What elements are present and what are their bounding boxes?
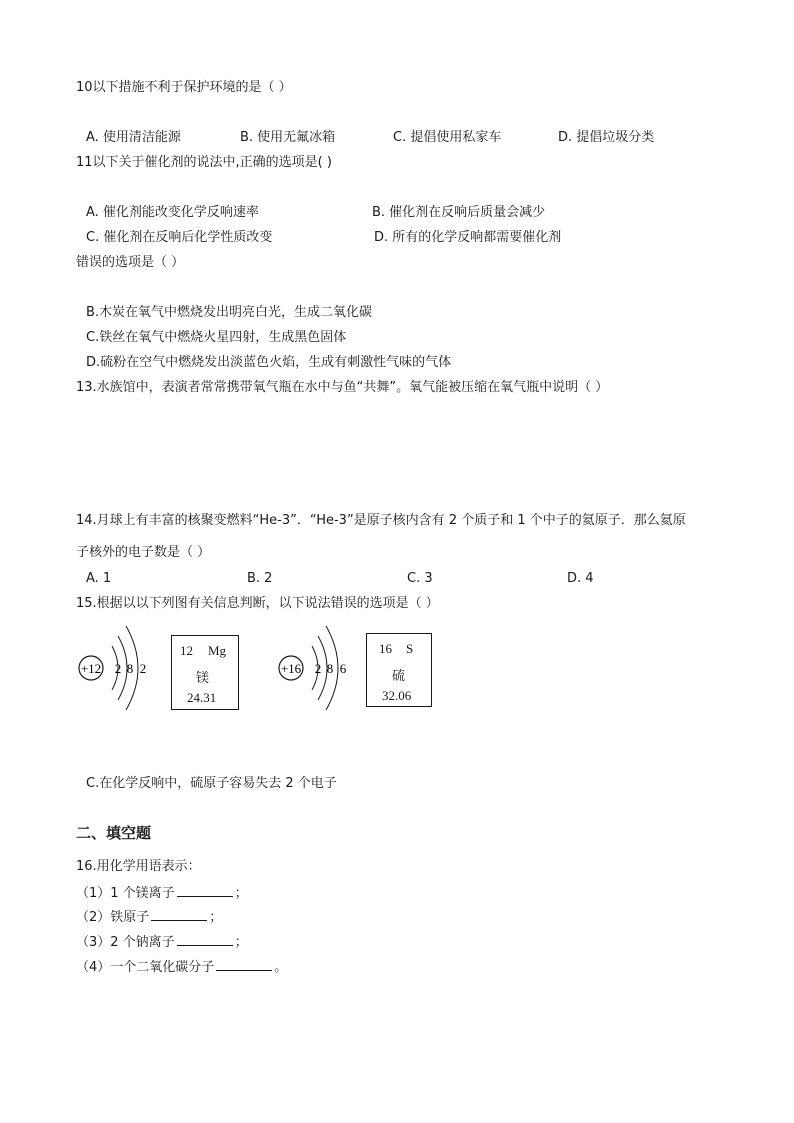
s-atomic-mass: 32.06 (382, 688, 412, 703)
q16-item-2-blank[interactable] (151, 908, 207, 921)
s-symbol: S (406, 641, 414, 656)
q13-stem: 13.水族馆中，表演者常常携带氧气瓶在水中与鱼“共舞”。氧气能被压缩在氧气瓶中说明（ ） (76, 380, 609, 395)
s-shell-1: 2 (314, 661, 322, 676)
q16-item-2 (76, 908, 222, 926)
q16-item-3-prefix: （3）2 个钠离子 (76, 935, 175, 950)
q16-item-3-blank[interactable] (177, 933, 233, 946)
q16-item-3-suffix: ； (234, 935, 248, 950)
q14-option-d: D. 4 (567, 571, 594, 586)
q16-item-4-prefix: （4）一个二氧化碳分子 (76, 960, 215, 975)
q16-item-4-suffix: 。 (274, 960, 288, 975)
q16-item-3 (76, 933, 248, 951)
q16-item-1-prefix: （1）1 个镁离子 (76, 886, 175, 901)
q12-option-d: D.硫粉在空气中燃烧发出淡蓝色火焰，生成有刺激性气味的气体 (86, 355, 452, 370)
q14-option-a: A. 1 (86, 571, 112, 586)
q12-option-c: C.铁丝在氧气中燃烧火星四射，生成黑色固体 (86, 330, 347, 345)
q11-option-a: A. 催化剂能改变化学反响速率 (86, 205, 259, 220)
q11-option-d: D. 所有的化学反响都需要催化剂 (374, 230, 562, 245)
mg-element-card (171, 635, 239, 710)
mg-shell-2: 8 (126, 661, 134, 676)
mg-shell-3: 2 (139, 661, 147, 676)
q12-option-b: B.木炭在氧气中燃烧发出明亮白光，生成二氧化碳 (86, 305, 373, 320)
s-atomic-number: 16 (379, 641, 392, 656)
q11-option-c: C. 催化剂在反响后化学性质改变 (86, 230, 273, 245)
q11-option-b: B. 催化剂在反响后质量会减少 (372, 205, 546, 220)
q14-stem-line2: 子核外的电子数是（ ） (76, 545, 211, 560)
q16-item-1-suffix: ； (234, 886, 248, 901)
mg-symbol: Mg (208, 643, 227, 658)
s-shell-3: 6 (339, 661, 347, 676)
q10-option-a: A. 使用清洁能源 (86, 130, 181, 145)
q14-stem-line1: 14.月球上有丰富的核聚变燃料“He-3”．“He-3”是原子核内含有 2 个质子和 1 个中子的氦原子．那么氦原 (76, 513, 686, 528)
q11-stem: 11以下关于催化剂的说法中,正确的选项是( ) (76, 155, 332, 170)
q16-item-4-blank[interactable] (216, 958, 272, 971)
q16-item-2-suffix: ； (209, 910, 223, 925)
q16-item-2-prefix: （2）铁原子 (76, 910, 150, 925)
mg-atom-diagram (76, 620, 166, 716)
q14-option-c: C. 3 (407, 571, 433, 586)
mg-name: 镁 (196, 670, 210, 685)
s-name: 硫 (392, 668, 406, 683)
q12-stem: 错误的选项是（ ） (76, 255, 185, 270)
s-nucleus-charge: +16 (280, 661, 302, 676)
q10-option-d: D. 提倡垃圾分类 (558, 130, 655, 145)
q14-option-b: B. 2 (247, 571, 273, 586)
mg-atomic-mass: 24.31 (187, 690, 217, 705)
q15-option-c: C.在化学反响中，硫原子容易失去 2 个电子 (86, 776, 337, 791)
q10-option-b: B. 使用无氟冰箱 (240, 130, 336, 145)
mg-atomic-number: 12 (180, 643, 193, 658)
s-shell-2: 8 (326, 661, 334, 676)
s-atom-diagram (276, 620, 366, 716)
s-element-card (366, 633, 432, 707)
section-title: 二、填空题 (76, 824, 152, 842)
mg-nucleus-charge: +12 (80, 661, 102, 676)
q15-stem: 15.根据以以下列图有关信息判断，以下说法错误的选项是（ ） (76, 596, 439, 611)
q16-stem: 16.用化学用语表示： (76, 859, 201, 874)
q10-option-c: C. 提倡使用私家车 (393, 130, 502, 145)
q16-item-1-blank[interactable] (177, 884, 233, 897)
mg-shell-1: 2 (114, 661, 122, 676)
q16-item-1 (76, 884, 248, 902)
q16-item-4 (76, 958, 287, 976)
q10-stem: 10以下措施不利于保护环境的是（ ） (76, 80, 292, 95)
